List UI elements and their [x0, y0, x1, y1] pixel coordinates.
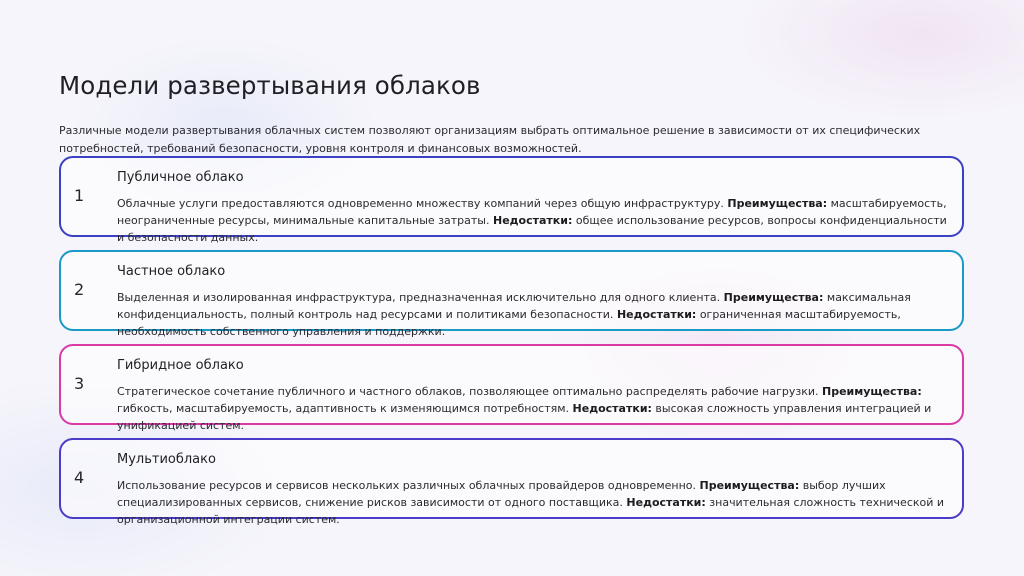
cons-label: Недостатки: [492, 214, 573, 227]
card-description [117, 383, 957, 434]
card-text: Использование ресурсов и сервисов нескольких различных облачных провайдеров одновременно. [117, 479, 697, 492]
pros-text: выбор лучших специализированных сервисов, снижение рисков зависимости от одного поставщика. [117, 479, 886, 509]
cons-label: Недостатки: [616, 308, 697, 321]
cons-text: ограниченная масштабируемость, необходимость собственного управления и поддержки. [117, 308, 901, 338]
card-public-cloud [59, 156, 964, 244]
cons-text: общее использование ресурсов, вопросы конфиденциальности и безопасности данных. [117, 214, 947, 244]
card-title: Публичное облако [117, 170, 244, 185]
card-description [117, 477, 957, 528]
pros-text: масштабируемость, неограниченные ресурсы, минимальные капитальные затраты. [117, 197, 947, 227]
pros-label: Преимущества: [723, 291, 824, 304]
card-multicloud [59, 438, 964, 526]
card-number: 3 [74, 374, 85, 393]
cons-text: значительная сложность технической и организационной интеграции систем. [117, 496, 945, 526]
pros-text: максимальная конфиденциальность, полный контроль над ресурсами и политиками безопасности. [117, 291, 911, 321]
card-hybrid-cloud [59, 344, 964, 432]
card-description [117, 289, 957, 340]
card-text: Облачные услуги предоставляются одновременно множеству компаний через общую инфраструктуру. [117, 197, 724, 210]
card-number: 4 [74, 468, 85, 487]
pros-label: Преимущества: [822, 385, 922, 398]
card-private-cloud [59, 250, 964, 338]
card-number: 2 [74, 280, 85, 299]
card-title: Мультиоблако [117, 452, 216, 467]
card-text: Стратегическое сочетание публичного и частного облаков, позволяющее оптимально распределять рабочие нагрузки. [117, 385, 819, 398]
card-title: Частное облако [117, 264, 226, 279]
cons-text: высокая сложность управления интеграцией и унификацией систем. [117, 402, 932, 432]
cons-label: Недостатки: [626, 496, 706, 509]
pros-label: Преимущества: [699, 479, 800, 492]
cons-label: Недостатки: [572, 402, 652, 415]
card-text: Выделенная и изолированная инфраструктура, предназначенная исключительно для одного клиента. [117, 291, 721, 304]
page-title: Модели развертывания облаков [59, 71, 481, 101]
pros-label: Преимущества: [727, 197, 828, 210]
card-number: 1 [74, 186, 85, 205]
card-title: Гибридное облако [117, 358, 244, 373]
intro-paragraph: Различные модели развертывания облачных систем позволяют организациям выбрать оптимальное решение в зависимости от их специфических потребностей, требований безопасности, уровня контроля и финансовых возможностей. [59, 124, 921, 155]
pros-text: гибкость, масштабируемость, адаптивность к изменяющимся потребностям. [117, 402, 570, 415]
card-description [117, 195, 957, 246]
